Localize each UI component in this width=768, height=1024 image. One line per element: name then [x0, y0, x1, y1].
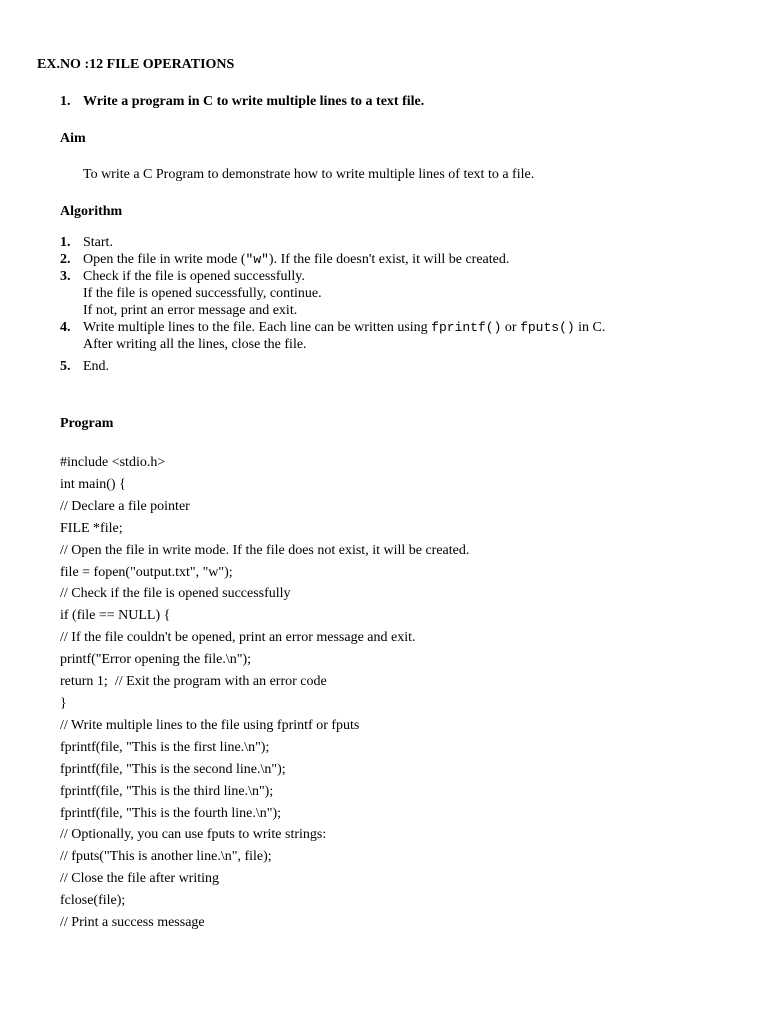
question-heading: [60, 94, 424, 110]
step-text: End.: [83, 359, 110, 374]
algorithm-step: [60, 319, 740, 353]
code-line: file = fopen("output.txt", "w");: [60, 564, 233, 580]
step-number: 5.: [60, 359, 71, 374]
code-line: // Check if the file is opened successfully: [60, 586, 291, 602]
code-line: }: [60, 695, 67, 711]
step-code: "w": [245, 252, 269, 267]
step-text: If not, print an error message and exit.: [83, 303, 298, 318]
algorithm-step: [60, 268, 740, 319]
code-line: // If the file couldn't be opened, print an error message and exit.: [60, 630, 416, 646]
code-line: // Optionally, you can use fputs to write strings:: [60, 827, 327, 843]
step-text: Write multiple lines to the file. Each line can be written using: [83, 320, 432, 335]
code-line: // Print a success message: [60, 915, 205, 931]
aim-heading: Aim: [60, 131, 86, 146]
step-text: After writing all the lines, close the file.: [83, 337, 307, 352]
step-code: fprintf(): [431, 320, 502, 335]
code-line: fprintf(file, "This is the third line.\n");: [60, 783, 274, 799]
code-line: // Close the file after writing: [60, 871, 220, 887]
code-line: // Write multiple lines to the file using fprintf or fputs: [60, 717, 360, 733]
code-line: return 1; // Exit the program with an error code: [60, 674, 327, 690]
step-text: Start.: [83, 235, 113, 250]
step-code: fputs(): [520, 320, 575, 335]
code-line: // Open the file in write mode. If the file does not exist, it will be created.: [60, 542, 470, 558]
code-line: FILE *file;: [60, 520, 123, 536]
code-line: fprintf(file, "This is the first line.\n");: [60, 739, 270, 755]
program-heading: Program: [60, 416, 114, 431]
aim-text: To write a C Program to demonstrate how to write multiple lines of text to a file.: [83, 167, 535, 182]
step-number: 2.: [60, 252, 71, 267]
step-text: Open the file in write mode (: [83, 252, 246, 267]
code-line: fclose(file);: [60, 893, 126, 909]
code-line: // fputs("This is another line.\n", file);: [60, 849, 272, 865]
step-number: 4.: [60, 320, 71, 335]
question-text: Write a program in C to write multiple lines to a text file.: [83, 94, 425, 109]
step-number: 3.: [60, 269, 71, 284]
code-line: int main() {: [60, 476, 126, 492]
code-line: #include <stdio.h>: [60, 455, 166, 470]
code-line: printf("Error opening the file.\n");: [60, 652, 252, 668]
step-text: Check if the file is opened successfully.: [83, 269, 305, 284]
question-number: 1.: [60, 94, 71, 109]
program-code: [60, 452, 469, 934]
step-number: 1.: [60, 235, 71, 250]
code-line: fprintf(file, "This is the second line.\n");: [60, 761, 286, 777]
algorithm-step: [60, 358, 740, 375]
step-text: or: [501, 320, 521, 335]
code-line: if (file == NULL) {: [60, 608, 171, 624]
step-text: ). If the file doesn't exist, it will be created.: [268, 252, 510, 267]
algorithm-step: [60, 234, 740, 251]
exercise-title: EX.NO :12 FILE OPERATIONS: [37, 57, 235, 72]
algorithm-steps: [60, 234, 740, 375]
algorithm-step: [60, 251, 740, 268]
step-text: in C.: [574, 320, 606, 335]
code-line: // Declare a file pointer: [60, 498, 190, 514]
code-line: fprintf(file, "This is the fourth line.\n");: [60, 805, 281, 821]
algorithm-heading: Algorithm: [60, 204, 123, 219]
step-text: If the file is opened successfully, continue.: [83, 286, 322, 301]
